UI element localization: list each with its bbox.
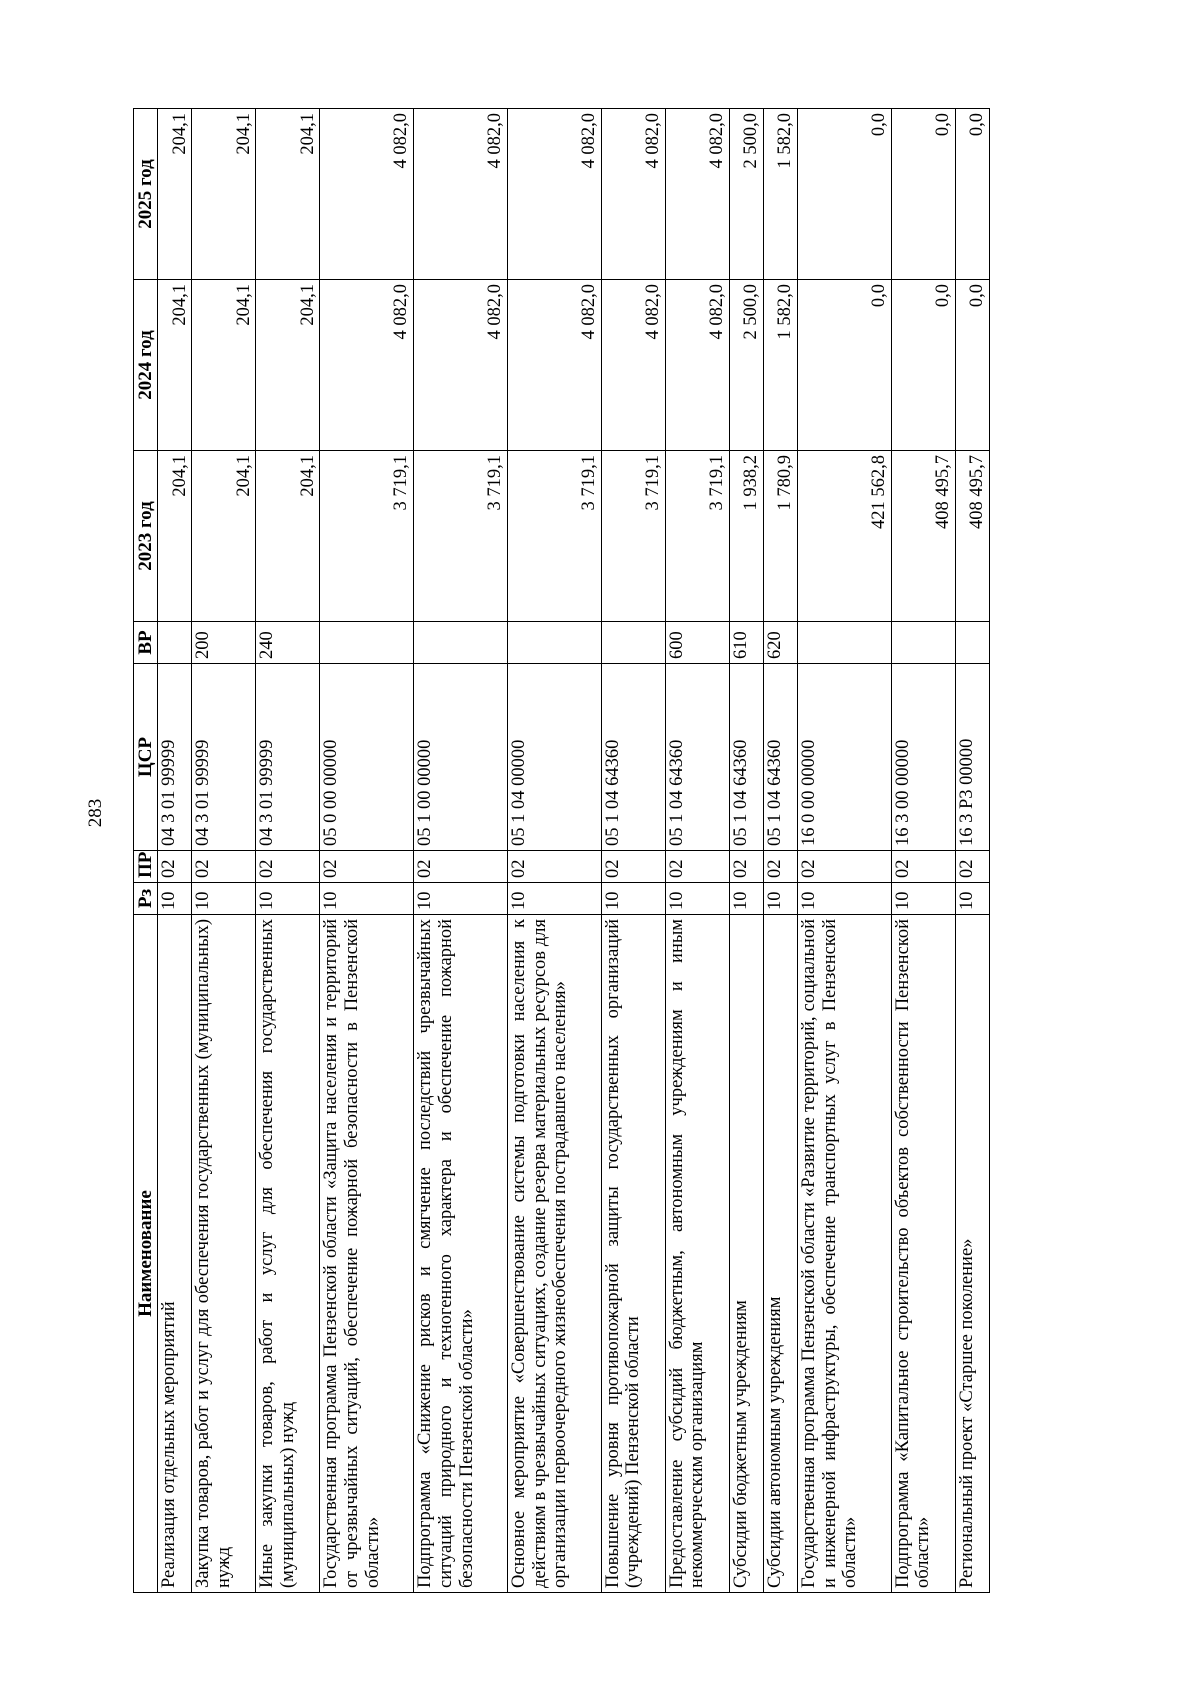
cell-csr: 05 1 00 00000: [414, 664, 508, 851]
cell-y2023: 204,1: [192, 451, 256, 622]
cell-y2024: 2 500,0: [729, 280, 763, 451]
cell-pr: 02: [320, 851, 414, 883]
cell-name: Подпрограмма «Капитальное строительство объектов собственности Пензенской области»: [891, 915, 955, 1593]
cell-y2025: 4 082,0: [507, 109, 601, 280]
cell-y2024: 4 082,0: [601, 280, 665, 451]
cell-pr: 02: [601, 851, 665, 883]
cell-rz: 10: [763, 883, 797, 915]
table-row: [665, 109, 729, 1593]
cell-vr: [797, 622, 891, 664]
cell-y2023: 3 719,1: [414, 451, 508, 622]
cell-name: Реализация отдельных мероприятий: [158, 915, 192, 1593]
cell-pr: 02: [955, 851, 989, 883]
cell-y2025: 4 082,0: [601, 109, 665, 280]
table-row: [256, 109, 320, 1593]
cell-pr: 02: [192, 851, 256, 883]
table-row: [797, 109, 891, 1593]
cell-rz: 10: [729, 883, 763, 915]
page-number: 283: [85, 798, 106, 828]
cell-vr: [507, 622, 601, 664]
cell-name: Закупка товаров, работ и услуг для обеспечения государственных (муниципальных) нужд: [192, 915, 256, 1593]
header-2025: 2025 год: [134, 109, 158, 280]
cell-pr: 02: [797, 851, 891, 883]
cell-y2024: 1 582,0: [763, 280, 797, 451]
cell-y2024: 204,1: [192, 280, 256, 451]
cell-csr: 16 3 P3 00000: [955, 664, 989, 851]
cell-y2024: 0,0: [891, 280, 955, 451]
cell-rz: 10: [955, 883, 989, 915]
cell-y2025: 0,0: [955, 109, 989, 280]
cell-name: Государственная программа Пензенской области «Защита населения и территорий от чрезвычайных ситуаций, обеспечение пожарной безопасности в Пензенской области»: [320, 915, 414, 1593]
rotated-table-container: [133, 110, 990, 1593]
cell-csr: 05 1 04 00000: [507, 664, 601, 851]
cell-vr: [891, 622, 955, 664]
cell-vr: [955, 622, 989, 664]
header-vr: ВР: [134, 622, 158, 664]
cell-csr: 16 0 00 00000: [797, 664, 891, 851]
cell-y2025: 4 082,0: [320, 109, 414, 280]
cell-y2025: 204,1: [256, 109, 320, 280]
cell-name: Повышение уровня противопожарной защиты государственных организаций (учреждений) Пензенской области: [601, 915, 665, 1593]
cell-y2025: 4 082,0: [414, 109, 508, 280]
cell-y2025: 4 082,0: [665, 109, 729, 280]
cell-y2023: 204,1: [256, 451, 320, 622]
cell-y2024: 0,0: [955, 280, 989, 451]
cell-rz: 10: [665, 883, 729, 915]
cell-y2023: 408 495,7: [955, 451, 989, 622]
cell-y2024: 204,1: [256, 280, 320, 451]
cell-rz: 10: [507, 883, 601, 915]
cell-csr: 05 0 00 00000: [320, 664, 414, 851]
table-row: [507, 109, 601, 1593]
cell-name: Субсидии автономным учреждениям: [763, 915, 797, 1593]
cell-name: Иные закупки товаров, работ и услуг для обеспечения государственных (муниципальных) нужд: [256, 915, 320, 1593]
cell-y2023: 3 719,1: [507, 451, 601, 622]
cell-csr: 05 1 04 64360: [601, 664, 665, 851]
cell-rz: 10: [320, 883, 414, 915]
cell-pr: 02: [256, 851, 320, 883]
cell-rz: 10: [414, 883, 508, 915]
header-pr: ПР: [134, 851, 158, 883]
cell-name: Предоставление субсидий бюджетным, автономным учреждениям и иным некоммерческим организациям: [665, 915, 729, 1593]
cell-pr: 02: [891, 851, 955, 883]
cell-vr: [414, 622, 508, 664]
table-row: [158, 109, 192, 1593]
cell-rz: 10: [192, 883, 256, 915]
cell-csr: 05 1 04 64360: [665, 664, 729, 851]
cell-pr: 02: [507, 851, 601, 883]
cell-pr: 02: [665, 851, 729, 883]
cell-name: Региональный проект «Старшее поколение»: [955, 915, 989, 1593]
cell-y2025: 204,1: [158, 109, 192, 280]
cell-pr: 02: [414, 851, 508, 883]
cell-csr: 16 3 00 00000: [891, 664, 955, 851]
table-row: [729, 109, 763, 1593]
table-body: [158, 109, 990, 1593]
cell-y2023: 1 938,2: [729, 451, 763, 622]
cell-y2023: 204,1: [158, 451, 192, 622]
cell-rz: 10: [256, 883, 320, 915]
header-2023: 2023 год: [134, 451, 158, 622]
cell-csr: 05 1 04 64360: [729, 664, 763, 851]
table-row: [192, 109, 256, 1593]
cell-vr: 600: [665, 622, 729, 664]
table-row: [763, 109, 797, 1593]
cell-csr: 05 1 04 64360: [763, 664, 797, 851]
cell-rz: 10: [601, 883, 665, 915]
cell-vr: 610: [729, 622, 763, 664]
cell-vr: [158, 622, 192, 664]
cell-y2024: 4 082,0: [665, 280, 729, 451]
cell-y2025: 0,0: [797, 109, 891, 280]
cell-rz: 10: [797, 883, 891, 915]
table-row: [955, 109, 989, 1593]
cell-y2024: 0,0: [797, 280, 891, 451]
cell-vr: 240: [256, 622, 320, 664]
cell-y2023: 408 495,7: [891, 451, 955, 622]
table-row: [891, 109, 955, 1593]
cell-y2024: 4 082,0: [320, 280, 414, 451]
cell-y2024: 4 082,0: [414, 280, 508, 451]
cell-y2023: 3 719,1: [601, 451, 665, 622]
cell-vr: [601, 622, 665, 664]
cell-rz: 10: [158, 883, 192, 915]
cell-pr: 02: [158, 851, 192, 883]
header-2024: 2024 год: [134, 280, 158, 451]
cell-vr: 200: [192, 622, 256, 664]
table-row: [601, 109, 665, 1593]
cell-rz: 10: [891, 883, 955, 915]
cell-y2023: 421 562,8: [797, 451, 891, 622]
cell-pr: 02: [763, 851, 797, 883]
cell-y2025: 204,1: [192, 109, 256, 280]
cell-name: Подпрограмма «Снижение рисков и смягчение последствий чрезвычайных ситуаций природного и техногенного характера и обеспечение пожарной безопасности Пензенской области»: [414, 915, 508, 1593]
header-name: Наименование: [134, 915, 158, 1593]
header-rz: Рз: [134, 883, 158, 915]
cell-csr: 04 3 01 99999: [256, 664, 320, 851]
cell-y2024: 204,1: [158, 280, 192, 451]
table-header-row: [134, 109, 158, 1593]
cell-vr: 620: [763, 622, 797, 664]
cell-vr: [320, 622, 414, 664]
cell-y2023: 3 719,1: [665, 451, 729, 622]
cell-csr: 04 3 01 99999: [192, 664, 256, 851]
cell-y2025: 0,0: [891, 109, 955, 280]
cell-y2025: 1 582,0: [763, 109, 797, 280]
budget-table: [133, 108, 990, 1593]
cell-name: Государственная программа Пензенской области «Развитие территорий, социальной и инженерной инфраструктуры, обеспечение транспортных услуг в Пензенской области»: [797, 915, 891, 1593]
cell-csr: 04 3 01 99999: [158, 664, 192, 851]
cell-y2023: 3 719,1: [320, 451, 414, 622]
cell-y2024: 4 082,0: [507, 280, 601, 451]
cell-y2025: 2 500,0: [729, 109, 763, 280]
cell-y2023: 1 780,9: [763, 451, 797, 622]
cell-pr: 02: [729, 851, 763, 883]
table-row: [414, 109, 508, 1593]
header-csr: ЦСР: [134, 664, 158, 851]
cell-name: Субсидии бюджетным учреждениям: [729, 915, 763, 1593]
cell-name: Основное мероприятие «Совершенствование системы подготовки населения к действиям в чрезвычайных ситуациях, создание резерва материальных ресурсов для организации первоочередного жизнеобеспечения пострадавшего населения»: [507, 915, 601, 1593]
table-row: [320, 109, 414, 1593]
